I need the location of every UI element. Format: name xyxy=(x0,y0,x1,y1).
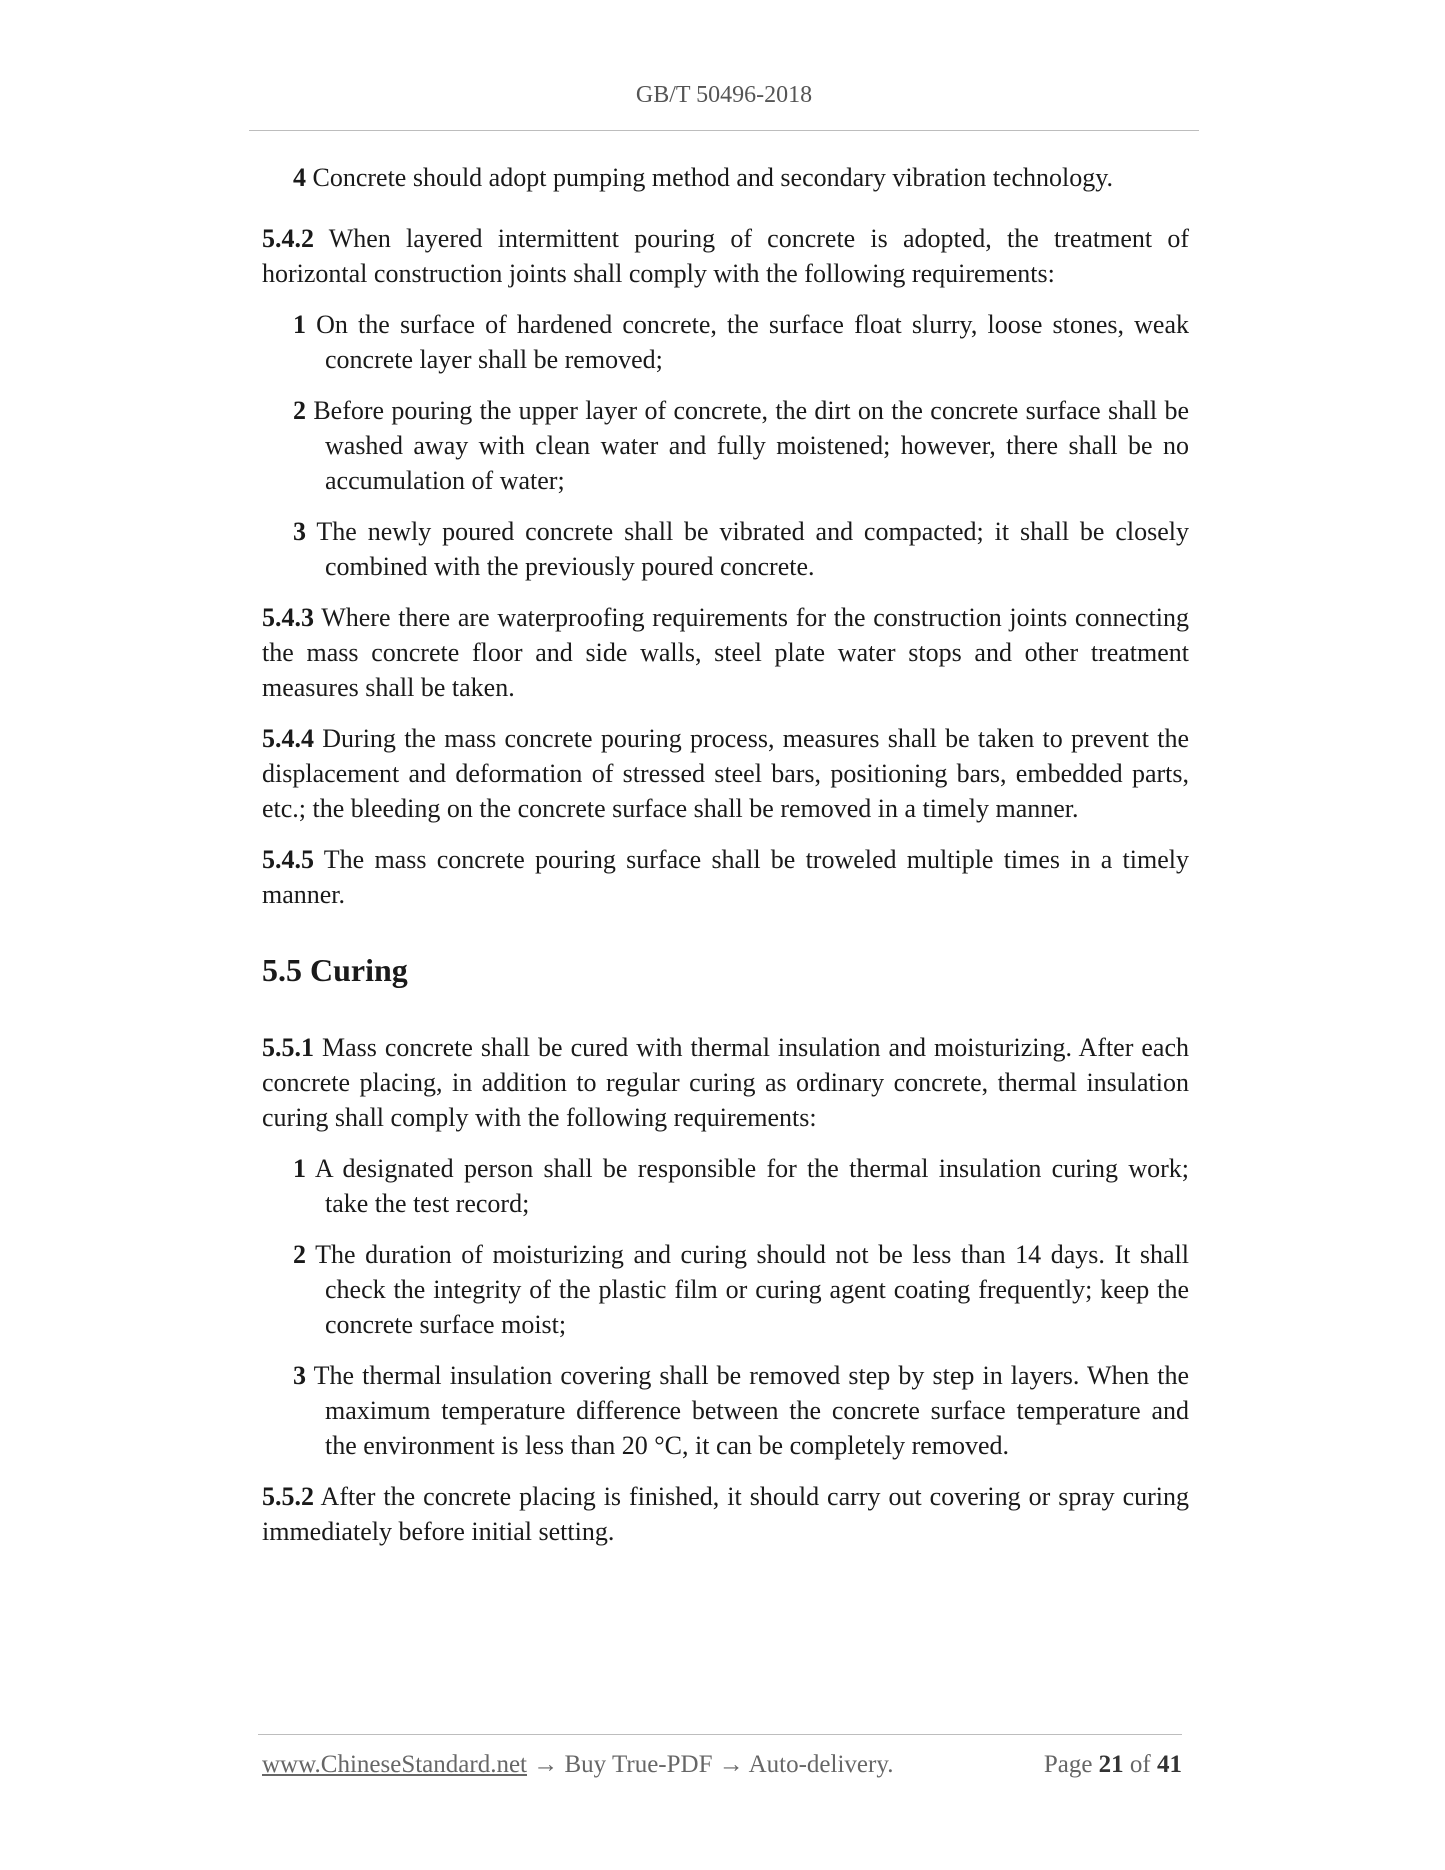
page-body xyxy=(262,160,1189,1549)
item-number: 2 xyxy=(293,396,306,425)
clause-number: 5.4.3 xyxy=(262,603,314,632)
item-number: 3 xyxy=(293,517,306,546)
list-item xyxy=(262,1151,1189,1221)
item-number: 3 xyxy=(293,1361,306,1390)
clause-5-5-2 xyxy=(262,1479,1189,1549)
page-of-label: of xyxy=(1123,1751,1157,1778)
clause-text: Where there are waterproofing requirements for the construction joints connecting the mass concrete floor and side walls, steel plate water stops and other treatment measures shall be taken. xyxy=(262,603,1189,702)
clause-number: 5.4.5 xyxy=(262,845,314,874)
list-item xyxy=(262,1358,1189,1463)
clause-5-4-2 xyxy=(262,221,1189,291)
section-heading: 5.5 Curing xyxy=(262,952,408,988)
page-current: 21 xyxy=(1098,1751,1124,1778)
footer-promo xyxy=(262,1751,893,1779)
item-number: 2 xyxy=(293,1240,306,1269)
footer-divider xyxy=(258,1734,1182,1735)
item-number: 4 xyxy=(293,163,306,192)
footer-promo-text: → Buy True-PDF → Auto-delivery. xyxy=(527,1751,894,1778)
item-text: Before pouring the upper layer of concrete, the dirt on the concrete surface shall be washed away with clean water and fully moistened; however, there shall be no accumulation of water; xyxy=(306,396,1189,495)
item-text: On the surface of hardened concrete, the surface float slurry, loose stones, weak concrete layer shall be removed; xyxy=(306,310,1189,374)
header-divider xyxy=(249,130,1199,131)
website-link[interactable]: www.ChineseStandard.net xyxy=(262,1751,527,1778)
clause-text: During the mass concrete pouring process, measures shall be taken to prevent the displacement and deformation of stressed steel bars, positioning bars, embedded parts, etc.; the bleeding on the concrete surface shall be removed in a timely manner. xyxy=(262,724,1189,823)
item-text: Concrete should adopt pumping method and secondary vibration technology. xyxy=(306,163,1114,192)
clause-number: 5.4.2 xyxy=(262,224,314,253)
list-item xyxy=(262,160,1189,195)
running-header: GB/T 50496-2018 xyxy=(635,82,813,108)
clause-5-4-3 xyxy=(262,600,1189,705)
page-total: 41 xyxy=(1157,1751,1182,1778)
item-number: 1 xyxy=(293,310,306,339)
clause-5-4-5 xyxy=(262,842,1189,912)
page-footer xyxy=(262,1751,1182,1779)
clause-number: 5.4.4 xyxy=(262,724,314,753)
item-text: The duration of moisturizing and curing should not be less than 14 days. It shall check the integrity of the plastic film or curing agent coating frequently; keep the concrete surface moist; xyxy=(306,1240,1189,1339)
clause-text: The mass concrete pouring surface shall be troweled multiple times in a timely manner. xyxy=(262,845,1189,909)
item-text: The newly poured concrete shall be vibrated and compacted; it shall be closely combined with the previously poured concrete. xyxy=(306,517,1189,581)
list-item xyxy=(262,1237,1189,1342)
clause-number: 5.5.1 xyxy=(262,1033,314,1062)
clause-text: After the concrete placing is finished, it should carry out covering or spray curing immediately before initial setting. xyxy=(262,1482,1189,1546)
list-item xyxy=(262,307,1189,377)
clause-5-4-4 xyxy=(262,721,1189,826)
item-number: 1 xyxy=(293,1154,306,1183)
list-item xyxy=(262,393,1189,498)
clause-5-5-1 xyxy=(262,1030,1189,1135)
list-item xyxy=(262,514,1189,584)
page-indicator xyxy=(1044,1751,1182,1779)
item-text: A designated person shall be responsible for the thermal insulation curing work; take the test record; xyxy=(306,1154,1189,1218)
item-text: The thermal insulation covering shall be removed step by step in layers. When the maximum temperature difference between the concrete surface temperature and the environment is less than 20 °C, it can be completely removed. xyxy=(306,1361,1189,1460)
clause-number: 5.5.2 xyxy=(262,1482,314,1511)
page-label: Page xyxy=(1043,1751,1099,1778)
clause-text: When layered intermittent pouring of concrete is adopted, the treatment of horizontal construction joints shall comply with the following requirements: xyxy=(262,224,1189,288)
clause-text: Mass concrete shall be cured with thermal insulation and moisturizing. After each concrete placing, in addition to regular curing as ordinary concrete, thermal insulation curing shall comply with the following requirements: xyxy=(262,1033,1189,1132)
